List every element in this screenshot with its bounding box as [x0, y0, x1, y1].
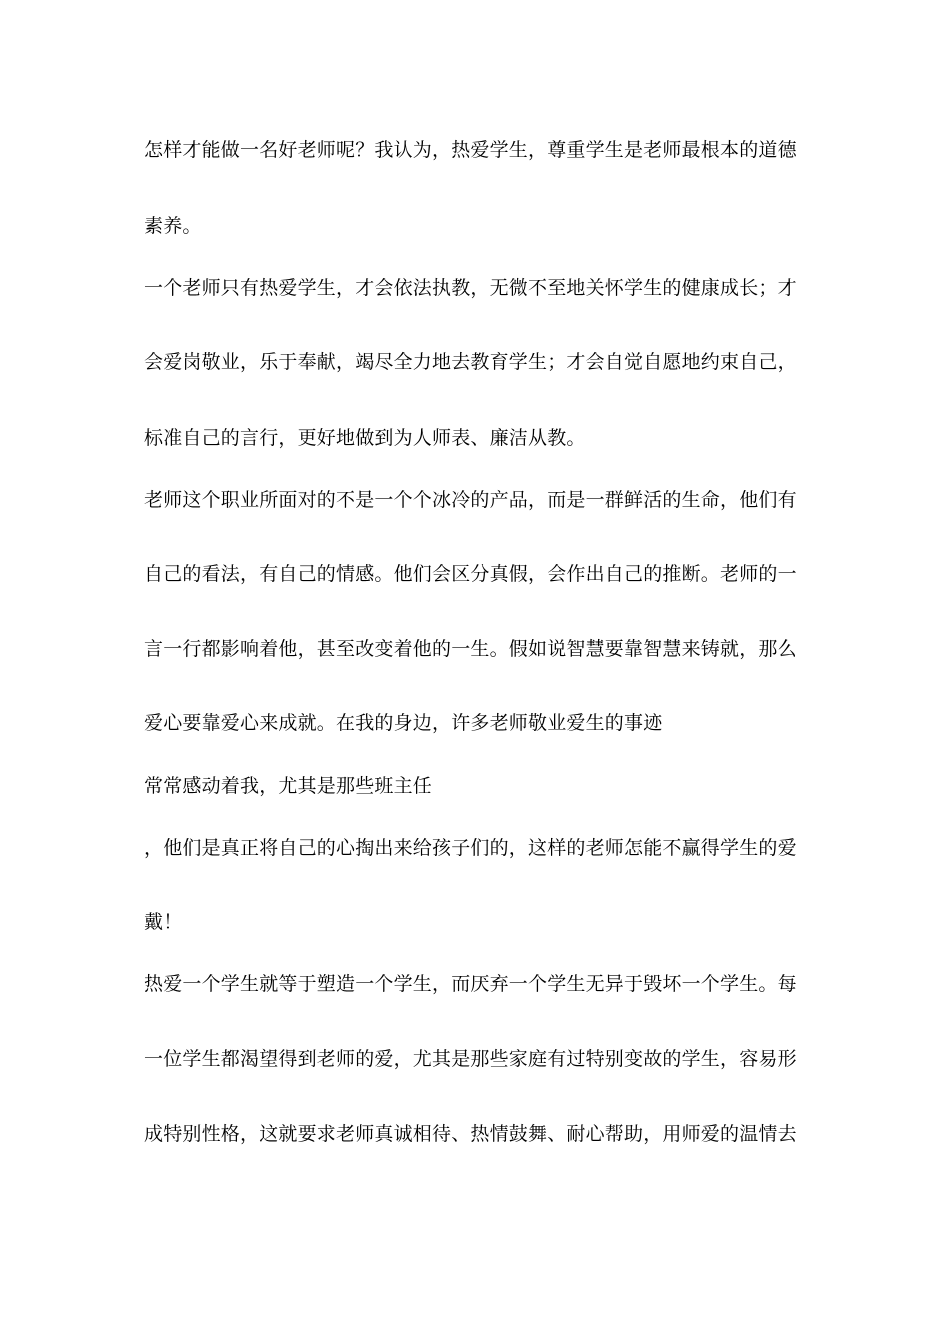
- text-line: 老师这个职业所面对的不是一个个冰冷的产品，而是一群鲜活的生命，他们有: [144, 489, 797, 511]
- text-line: 常常感动着我，尤其是那些班主任: [144, 775, 433, 797]
- text-line: 爱心要靠爱心来成就。在我的身边，许多老师敬业爱生的事迹: [144, 712, 663, 734]
- text-line: 自己的看法，有自己的情感。他们会区分真假，会作出自己的推断。老师的一: [144, 563, 797, 585]
- text-line: 成特别性格，这就要求老师真诚相待、热情鼓舞、耐心帮助，用师爱的温情去: [144, 1123, 797, 1145]
- text-line: 一个老师只有热爱学生，才会依法执教，无微不至地关怀学生的健康成长；才: [144, 277, 797, 299]
- text-line: 怎样才能做一名好老师呢？我认为，热爱学生，尊重学生是老师最根本的道德: [144, 139, 797, 161]
- text-line: 戴！: [144, 911, 183, 933]
- text-line: 素养。: [144, 215, 202, 237]
- text-line: 一位学生都渴望得到老师的爱，尤其是那些家庭有过特别变故的学生，容易形: [144, 1048, 797, 1070]
- text-line: 热爱一个学生就等于塑造一个学生，而厌弃一个学生无异于毁坏一个学生。每: [144, 973, 797, 995]
- text-line: 会爱岗敬业，乐于奉献，竭尽全力地去教育学生；才会自觉自愿地约束自己，: [144, 351, 797, 373]
- text-line: 标准自己的言行，更好地做到为人师表、廉洁从教。: [144, 427, 586, 449]
- text-line: ，他们是真正将自己的心掏出来给孩子们的，这样的老师怎能不赢得学生的爱: [144, 837, 797, 859]
- text-line: 言一行都影响着他，甚至改变着他的一生。假如说智慧要靠智慧来铸就，那么: [144, 638, 797, 660]
